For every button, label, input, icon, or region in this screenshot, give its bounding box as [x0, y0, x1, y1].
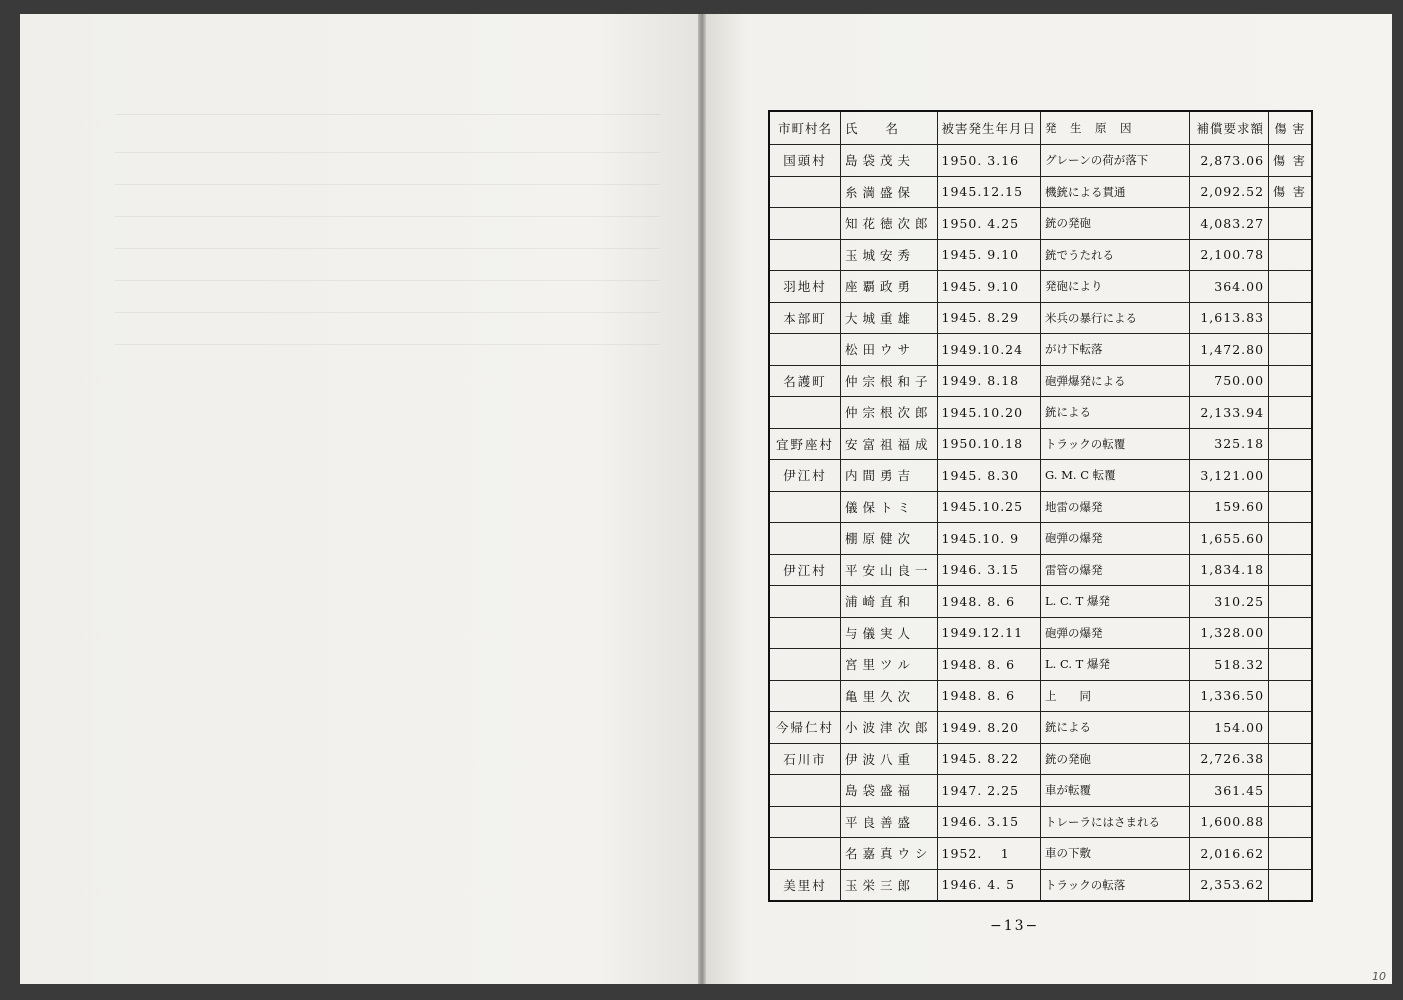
- cell-amount: 750.00: [1190, 365, 1269, 397]
- ghost-line: [115, 216, 660, 217]
- cell-municipality: 伊江村: [769, 460, 841, 492]
- cell-amount: 518.32: [1190, 649, 1269, 681]
- ghost-line: [115, 344, 660, 345]
- corner-number: 10: [1372, 970, 1386, 983]
- cell-amount: 159.60: [1190, 491, 1269, 523]
- cell-amount: 1,834.18: [1190, 554, 1269, 586]
- cell-name: 玉栄三郎: [841, 869, 938, 901]
- cell-cause: 車が転覆: [1041, 775, 1190, 807]
- cell-amount: 2,133.94: [1190, 397, 1269, 429]
- table-row: [769, 586, 1312, 618]
- cell-municipality: [769, 491, 841, 523]
- cell-amount: 325.18: [1190, 428, 1269, 460]
- cell-date: 1949. 8.18: [937, 365, 1041, 397]
- cell-cause: 銃による: [1041, 712, 1190, 744]
- cell-date: 1945. 8.30: [937, 460, 1041, 492]
- header-cause: 発 生 原 因: [1041, 111, 1190, 145]
- table-row: [769, 649, 1312, 681]
- cell-amount: 361.45: [1190, 775, 1269, 807]
- cell-injury: [1269, 271, 1312, 303]
- ghost-line: [115, 312, 660, 313]
- cell-cause: 機銃による貫通: [1041, 176, 1190, 208]
- cell-municipality: 宜野座村: [769, 428, 841, 460]
- cell-cause: 砲弾の爆発: [1041, 523, 1190, 555]
- cell-name: 松田ウサ: [841, 334, 938, 366]
- table-row: [769, 271, 1312, 303]
- table-row: [769, 365, 1312, 397]
- table-row: [769, 239, 1312, 271]
- cell-name: 玉城安秀: [841, 239, 938, 271]
- table-row: [769, 334, 1312, 366]
- cell-name: 平良善盛: [841, 806, 938, 838]
- cell-amount: 1,472.80: [1190, 334, 1269, 366]
- cell-municipality: 名護町: [769, 365, 841, 397]
- cell-cause: 銃の発砲: [1041, 208, 1190, 240]
- cell-cause: L. C. T 爆発: [1041, 586, 1190, 618]
- cell-injury: [1269, 554, 1312, 586]
- cell-amount: 1,600.88: [1190, 806, 1269, 838]
- header-municipality: 市町村名: [769, 111, 841, 145]
- cell-date: 1948. 8. 6: [937, 649, 1041, 681]
- table-row: [769, 838, 1312, 870]
- cell-name: 座覇政勇: [841, 271, 938, 303]
- cell-municipality: [769, 680, 841, 712]
- cell-name: 亀里久次: [841, 680, 938, 712]
- cell-date: 1945. 8.29: [937, 302, 1041, 334]
- cell-cause: 地雷の爆発: [1041, 491, 1190, 523]
- cell-municipality: [769, 617, 841, 649]
- cell-name: 宮里ツル: [841, 649, 938, 681]
- cell-name: 安富祖福成: [841, 428, 938, 460]
- cell-cause: トラックの転落: [1041, 869, 1190, 901]
- cell-name: 儀保トミ: [841, 491, 938, 523]
- cell-injury: [1269, 208, 1312, 240]
- ghost-line: [115, 280, 660, 281]
- cell-injury: [1269, 617, 1312, 649]
- table-body: [769, 145, 1312, 902]
- cell-injury: [1269, 302, 1312, 334]
- cell-date: 1950. 3.16: [937, 145, 1041, 177]
- cell-name: 大城重雄: [841, 302, 938, 334]
- cell-municipality: [769, 838, 841, 870]
- table-row: [769, 397, 1312, 429]
- cell-cause: トラックの転覆: [1041, 428, 1190, 460]
- cell-municipality: 石川市: [769, 743, 841, 775]
- cell-municipality: [769, 523, 841, 555]
- cell-date: 1948. 8. 6: [937, 680, 1041, 712]
- cell-date: 1949. 8.20: [937, 712, 1041, 744]
- cell-injury: [1269, 806, 1312, 838]
- cell-amount: 2,016.62: [1190, 838, 1269, 870]
- cell-name: 仲宗根和子: [841, 365, 938, 397]
- cell-name: 平安山良一: [841, 554, 938, 586]
- header-date: 被害発生年月日: [937, 111, 1041, 145]
- cell-date: 1945.10.25: [937, 491, 1041, 523]
- cell-injury: [1269, 523, 1312, 555]
- cell-date: 1945.10. 9: [937, 523, 1041, 555]
- ghost-table: [115, 114, 660, 375]
- cell-name: 伊波八重: [841, 743, 938, 775]
- cell-municipality: [769, 208, 841, 240]
- table-row: [769, 869, 1312, 901]
- cell-amount: 3,121.00: [1190, 460, 1269, 492]
- table-row: [769, 491, 1312, 523]
- ghost-line: [115, 248, 660, 249]
- cell-injury: [1269, 334, 1312, 366]
- cell-cause: 砲弾の爆発: [1041, 617, 1190, 649]
- cell-injury: [1269, 869, 1312, 901]
- table-row: [769, 145, 1312, 177]
- cell-date: 1952. 1: [937, 838, 1041, 870]
- cell-date: 1945. 9.10: [937, 239, 1041, 271]
- ghost-line: [115, 152, 660, 153]
- table-row: [769, 743, 1312, 775]
- cell-municipality: [769, 586, 841, 618]
- cell-injury: [1269, 397, 1312, 429]
- cell-cause: L. C. T 爆発: [1041, 649, 1190, 681]
- cell-name: 与儀実人: [841, 617, 938, 649]
- cell-name: 糸満盛保: [841, 176, 938, 208]
- cell-cause: 雷管の爆発: [1041, 554, 1190, 586]
- cell-name: 仲宗根次郎: [841, 397, 938, 429]
- cell-cause: がけ下転落: [1041, 334, 1190, 366]
- cell-injury: [1269, 838, 1312, 870]
- cell-injury: [1269, 712, 1312, 744]
- cell-name: 島袋盛福: [841, 775, 938, 807]
- cell-municipality: [769, 806, 841, 838]
- cell-date: 1950.10.18: [937, 428, 1041, 460]
- cell-cause: 銃の発砲: [1041, 743, 1190, 775]
- cell-amount: 1,336.50: [1190, 680, 1269, 712]
- table-header-row: [769, 111, 1312, 145]
- cell-date: 1946. 3.15: [937, 554, 1041, 586]
- cell-date: 1946. 4. 5: [937, 869, 1041, 901]
- cell-cause: 米兵の暴行による: [1041, 302, 1190, 334]
- cell-municipality: 伊江村: [769, 554, 841, 586]
- cell-name: 知花徳次郎: [841, 208, 938, 240]
- table-row: [769, 208, 1312, 240]
- cell-date: 1945.10.20: [937, 397, 1041, 429]
- cell-cause: 発砲により: [1041, 271, 1190, 303]
- cell-name: 浦崎直和: [841, 586, 938, 618]
- table-row: [769, 460, 1312, 492]
- cell-amount: 1,613.83: [1190, 302, 1269, 334]
- cell-municipality: 今帰仁村: [769, 712, 841, 744]
- table-row: [769, 712, 1312, 744]
- cell-injury: [1269, 775, 1312, 807]
- header-amount: 補償要求額: [1190, 111, 1269, 145]
- cell-name: 内間勇吉: [841, 460, 938, 492]
- cell-amount: 310.25: [1190, 586, 1269, 618]
- cell-municipality: [769, 397, 841, 429]
- cell-name: 名嘉真ウシ: [841, 838, 938, 870]
- compensation-table: [768, 110, 1313, 902]
- cell-amount: 2,353.62: [1190, 869, 1269, 901]
- cell-cause: 上 同: [1041, 680, 1190, 712]
- left-page: [20, 14, 698, 984]
- cell-injury: [1269, 680, 1312, 712]
- cell-cause: 車の下敷: [1041, 838, 1190, 870]
- cell-injury: 傷 害: [1269, 176, 1312, 208]
- cell-date: 1945. 9.10: [937, 271, 1041, 303]
- cell-municipality: 国頭村: [769, 145, 841, 177]
- cell-municipality: [769, 239, 841, 271]
- cell-municipality: [769, 649, 841, 681]
- cell-date: 1950. 4.25: [937, 208, 1041, 240]
- cell-injury: [1269, 460, 1312, 492]
- page-number: −13−: [990, 918, 1040, 934]
- table-row: [769, 680, 1312, 712]
- cell-date: 1949.10.24: [937, 334, 1041, 366]
- cell-cause: 銃でうたれる: [1041, 239, 1190, 271]
- cell-date: 1949.12.11: [937, 617, 1041, 649]
- cell-date: 1946. 3.15: [937, 806, 1041, 838]
- cell-injury: [1269, 743, 1312, 775]
- cell-amount: 4,083.27: [1190, 208, 1269, 240]
- cell-amount: 2,100.78: [1190, 239, 1269, 271]
- cell-amount: 1,328.00: [1190, 617, 1269, 649]
- cell-injury: [1269, 365, 1312, 397]
- cell-injury: 傷 害: [1269, 145, 1312, 177]
- header-name: 氏 名: [841, 111, 938, 145]
- cell-name: 島袋茂夫: [841, 145, 938, 177]
- table-row: [769, 617, 1312, 649]
- cell-cause: G. M. C 転覆: [1041, 460, 1190, 492]
- cell-amount: 2,726.38: [1190, 743, 1269, 775]
- cell-date: 1945. 8.22: [937, 743, 1041, 775]
- table-row: [769, 523, 1312, 555]
- cell-date: 1945.12.15: [937, 176, 1041, 208]
- cell-municipality: 美里村: [769, 869, 841, 901]
- cell-municipality: [769, 334, 841, 366]
- cell-injury: [1269, 428, 1312, 460]
- cell-amount: 2,092.52: [1190, 176, 1269, 208]
- cell-injury: [1269, 491, 1312, 523]
- header-injury: 傷 害: [1269, 111, 1312, 145]
- cell-date: 1947. 2.25: [937, 775, 1041, 807]
- cell-injury: [1269, 586, 1312, 618]
- ghost-line: [115, 184, 660, 185]
- book-spine: [698, 14, 706, 984]
- cell-amount: 1,655.60: [1190, 523, 1269, 555]
- cell-municipality: [769, 775, 841, 807]
- table-row: [769, 176, 1312, 208]
- cell-municipality: 本部町: [769, 302, 841, 334]
- bleed-through-text: [20, 14, 698, 984]
- cell-amount: 154.00: [1190, 712, 1269, 744]
- cell-cause: 砲弾爆発による: [1041, 365, 1190, 397]
- table-row: [769, 806, 1312, 838]
- table-row: [769, 428, 1312, 460]
- table-row: [769, 775, 1312, 807]
- cell-municipality: 羽地村: [769, 271, 841, 303]
- cell-cause: グレーンの荷が落下: [1041, 145, 1190, 177]
- cell-name: 棚原健次: [841, 523, 938, 555]
- cell-name: 小波津次郎: [841, 712, 938, 744]
- cell-injury: [1269, 649, 1312, 681]
- cell-amount: 364.00: [1190, 271, 1269, 303]
- cell-cause: 銃による: [1041, 397, 1190, 429]
- table-row: [769, 302, 1312, 334]
- cell-amount: 2,873.06: [1190, 145, 1269, 177]
- table-row: [769, 554, 1312, 586]
- cell-date: 1948. 8. 6: [937, 586, 1041, 618]
- cell-injury: [1269, 239, 1312, 271]
- cell-municipality: [769, 176, 841, 208]
- cell-cause: トレーラにはさまれる: [1041, 806, 1190, 838]
